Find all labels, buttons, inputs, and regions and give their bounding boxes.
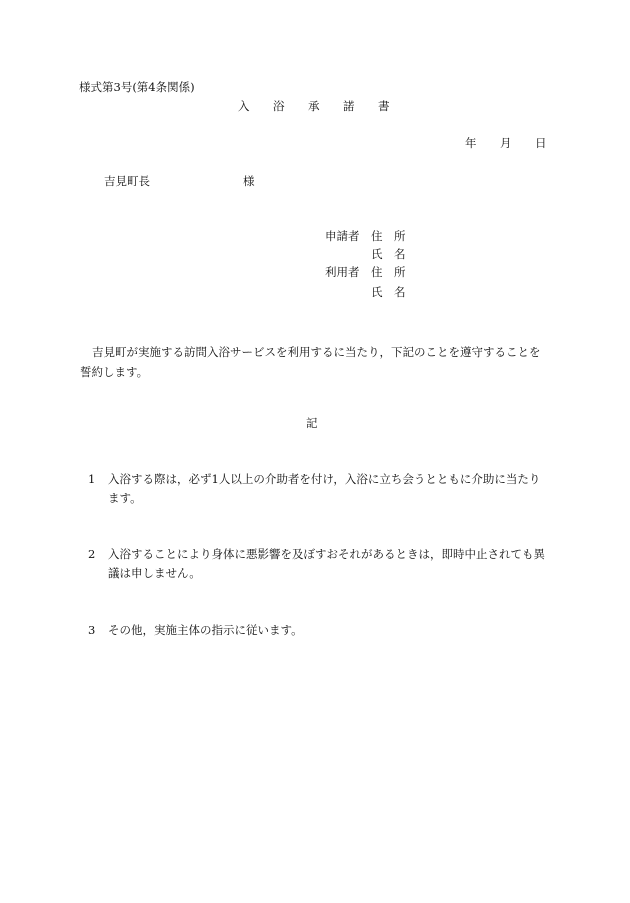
item-number: 2 xyxy=(88,547,96,561)
title-char: 浴 xyxy=(273,99,285,113)
pledge-paragraph: 吉見町が実施する訪問入浴サービスを利用するに当たり，下記のことを遵守することを誓約します。 xyxy=(80,345,541,379)
addressee-honorific: 様 xyxy=(243,174,255,188)
item-number: 3 xyxy=(88,623,96,637)
applicant-address-label: 住 所 xyxy=(371,229,406,243)
ki-heading: 記 xyxy=(306,416,318,430)
date-line xyxy=(465,138,570,150)
applicant-role-label: 申請者 xyxy=(325,229,360,243)
list-item xyxy=(88,470,550,508)
item-number: 1 xyxy=(88,472,96,486)
document-title xyxy=(238,101,413,113)
user-name-label: 氏 名 xyxy=(371,285,406,299)
title-char: 入 xyxy=(238,99,250,113)
title-char: 書 xyxy=(378,99,390,113)
title-char: 承 xyxy=(308,99,320,113)
applicant-name-label: 氏 名 xyxy=(371,247,406,261)
title-char: 諾 xyxy=(343,99,355,113)
list-item xyxy=(88,621,550,640)
list-item xyxy=(88,545,550,583)
user-role-label: 利用者 xyxy=(325,265,360,279)
item-text: その他，実施主体の指示に従います。 xyxy=(108,623,303,637)
user-address-label: 住 所 xyxy=(371,265,406,279)
form-number: 様式第3号(第4条関係) xyxy=(79,80,195,94)
addressee-name: 吉見町長 xyxy=(104,174,150,188)
date-day-label: 日 xyxy=(535,136,547,150)
date-year-label: 年 xyxy=(465,136,477,150)
date-month-label: 月 xyxy=(500,136,512,150)
item-text: 入浴する際は，必ず1人以上の介助者を付け，入浴に立ち会うとともに介助に当たります。 xyxy=(108,472,541,505)
item-text: 入浴することにより身体に悪影響を及ぼすおそれがあるときは，即時中止されても異議は申しません。 xyxy=(108,547,545,580)
